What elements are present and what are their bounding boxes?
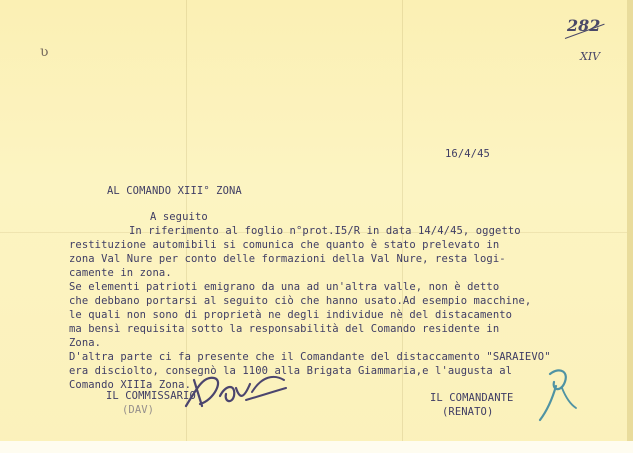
paper-edge	[0, 441, 633, 453]
body-line: zona Val Nure per conto delle formazioni della Val Nure, resta logi-	[69, 253, 506, 265]
body-line: ma bensì requisita sotto la responsabilità del Comando residente in	[69, 323, 500, 335]
paper-edge	[627, 0, 633, 453]
body-line: Zona.	[69, 337, 102, 349]
body-line: Se elementi patrioti emigrano da una ad un'altra valle, non è detto	[69, 281, 500, 293]
comandante-name: (RENATO)	[442, 406, 494, 418]
body-line: restituzione automibili si comunica che quanto è stato prelevato in	[69, 239, 500, 251]
body-line: camente in zona.	[69, 267, 172, 279]
body-line: era disciolto, consegnò la 1100 alla Brigata Giammaria,e l'augusta al	[69, 365, 513, 377]
body-line: che debbano portarsi al seguito ciò che hanno usato.Ad esempio macchine,	[69, 295, 532, 307]
letter-lead: A seguito	[150, 211, 208, 223]
body-line: D'altra parte ci fa presente che il Comandante del distaccamento "SARAIEVO"	[69, 351, 551, 363]
body-line: In riferimento al foglio n°prot.I5/R in data 14/4/45, oggetto	[129, 225, 521, 237]
comandante-signature	[530, 364, 580, 424]
document-sub-number: XIV	[580, 50, 601, 63]
document-number: 282	[567, 16, 601, 35]
commissario-name: (DAV)	[122, 404, 155, 416]
body-line: le quali non sono di proprietà ne degli individue nè del distacamento	[69, 309, 513, 321]
letter-recipient: AL COMANDO XIII° ZONA	[107, 185, 242, 197]
letter-date: 16/4/45	[445, 148, 490, 160]
comandante-title: IL COMANDANTE	[430, 392, 514, 404]
body-line: Comando XIIIa Zona.	[69, 379, 192, 391]
pencil-mark: ʋ	[40, 44, 49, 60]
commissario-title: IL COMMISSARIO	[106, 390, 196, 402]
